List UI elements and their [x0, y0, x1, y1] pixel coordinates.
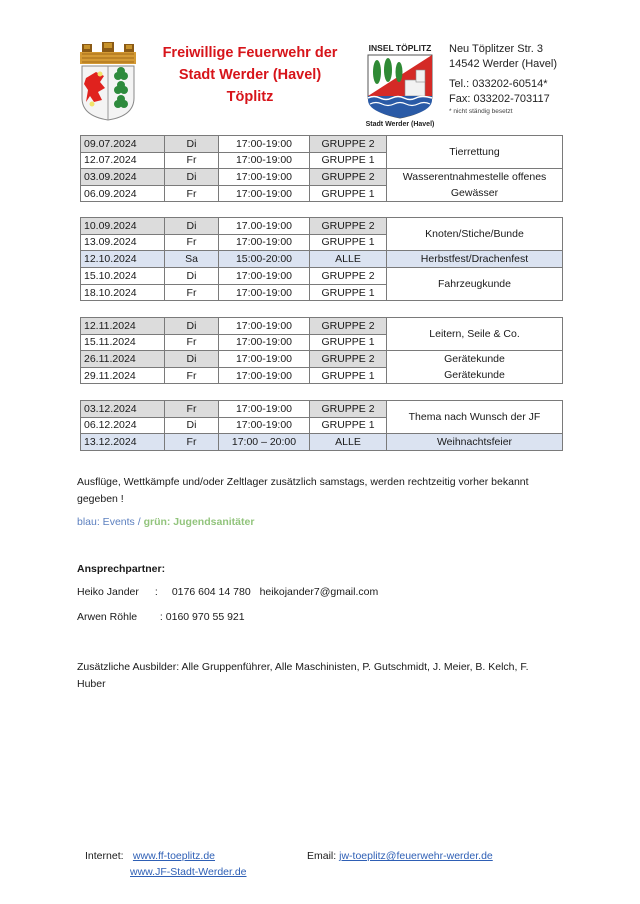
time-cell: 17:00-19:00 [219, 234, 310, 251]
date-cell: 26.11.2024 [81, 351, 165, 368]
contact-separator: : [154, 586, 158, 598]
address-street: Neu Töplitzer Str. 3 [449, 43, 543, 55]
trainers-line-2: Huber [77, 678, 106, 690]
address-fax: Fax: 033202-703117 [449, 93, 550, 105]
group-cell: ALLE [310, 434, 387, 451]
date-cell: 29.11.2024 [81, 367, 165, 384]
time-cell: 17:00-19:00 [219, 417, 310, 434]
additional-trainers [77, 659, 567, 693]
day-cell: Di [165, 318, 219, 335]
table-row [81, 401, 563, 418]
link-ff-toeplitz[interactable]: www.ff-toeplitz.de [132, 850, 216, 862]
svg-text:INSEL TÖPLITZ: INSEL TÖPLITZ [368, 43, 432, 53]
link-jf-stadt-werder[interactable]: www.JF-Stadt-Werder.de [130, 866, 247, 878]
day-cell: Di [165, 417, 219, 434]
group-cell: GRUPPE 2 [310, 169, 387, 186]
table-row [81, 351, 563, 368]
topic-cell: Gerätekunde [387, 367, 563, 384]
page-title [150, 42, 350, 108]
info-line-2: gegeben ! [77, 493, 124, 505]
day-cell: Di [165, 136, 219, 153]
contact-name: Arwen Röhle [77, 611, 138, 623]
contact-heiko-jander [77, 586, 378, 598]
time-cell: 17:00-19:00 [219, 136, 310, 153]
day-cell: Di [165, 169, 219, 186]
day-cell: Di [165, 351, 219, 368]
info-text [77, 474, 567, 508]
svg-text:Stadt Werder (Havel): Stadt Werder (Havel) [365, 121, 435, 128]
date-cell: 12.11.2024 [81, 318, 165, 335]
topic-cell: Gerätekunde [387, 351, 563, 368]
title-line-1: Freiwillige Feuerwehr der [162, 45, 338, 61]
date-cell: 13.09.2024 [81, 234, 165, 251]
trainers-line-1: Zusätzliche Ausbilder: Alle Gruppenführer, Alle Maschinisten, P. Gutschmidt, J. Meier, B. Kelch, F. [77, 661, 529, 673]
contacts-heading: Ansprechpartner: [77, 563, 166, 575]
group-cell: GRUPPE 2 [310, 401, 387, 418]
time-cell: 15:00-20:00 [219, 251, 310, 268]
date-cell: 09.07.2024 [81, 136, 165, 153]
date-cell: 15.10.2024 [81, 268, 165, 285]
day-cell: Fr [165, 284, 219, 301]
table-row [81, 268, 563, 285]
table-row [81, 318, 563, 335]
contact-phone: 0160 970 55 921 [165, 611, 245, 623]
day-cell: Fr [165, 401, 219, 418]
day-cell: Fr [165, 434, 219, 451]
time-cell: 17:00-19:00 [219, 284, 310, 301]
table-row [81, 169, 563, 186]
date-cell: 12.10.2024 [81, 251, 165, 268]
group-cell: ALLE [310, 251, 387, 268]
legend-sanitaeter: grün: Jugendsanitäter [143, 516, 255, 528]
footer-email [307, 848, 493, 864]
date-cell: 03.12.2024 [81, 401, 165, 418]
time-cell: 17:00-19:00 [219, 318, 310, 335]
day-cell: Fr [165, 234, 219, 251]
time-cell: 17:00 – 20:00 [219, 434, 310, 451]
address-block [449, 42, 557, 117]
group-cell: GRUPPE 1 [310, 334, 387, 351]
time-cell: 17:00-19:00 [219, 169, 310, 186]
table-row-event [81, 434, 563, 451]
contact-separator: : [159, 611, 163, 623]
address-tel: Tel.: 033202-60514* [449, 78, 548, 90]
group-cell: GRUPPE 1 [310, 185, 387, 202]
contact-email[interactable]: heikojander7@gmail.com [259, 586, 379, 598]
group-cell: GRUPPE 1 [310, 152, 387, 169]
internet-label: Internet: [85, 850, 124, 862]
coat-of-arms-insel-toeplitz-icon [360, 42, 440, 128]
date-cell: 18.10.2024 [81, 284, 165, 301]
table-row [81, 367, 563, 384]
time-cell: 17.00-19:00 [219, 218, 310, 235]
day-cell: Fr [165, 334, 219, 351]
contact-name: Heiko Jander [77, 586, 139, 598]
contact-arwen-roehle [77, 611, 245, 623]
address-city: 14542 Werder (Havel) [449, 58, 558, 70]
group-cell: GRUPPE 2 [310, 268, 387, 285]
topic-cell: Tierrettung [387, 136, 563, 169]
topic-cell: Leitern, Seile & Co. [387, 318, 563, 351]
schedule-table-july-sept [80, 135, 563, 202]
group-cell: GRUPPE 1 [310, 367, 387, 384]
group-cell: GRUPPE 1 [310, 417, 387, 434]
group-cell: GRUPPE 2 [310, 318, 387, 335]
legend-separator: / [134, 516, 144, 528]
legend-events: blau: Events [77, 516, 135, 528]
address-note: * nicht ständig besetzt [449, 108, 513, 115]
info-line-1: Ausflüge, Wettkämpfe und/oder Zeltlager zusätzlich samstags, werden rechtzeitig vorher bekannt [77, 476, 529, 488]
day-cell: Di [165, 218, 219, 235]
schedule-table-november [80, 317, 563, 384]
table-row [81, 218, 563, 235]
schedule-table-sept-oct [80, 217, 563, 301]
topic-cell: Wasserentnahmestelle offenes Gewässer [387, 169, 563, 202]
date-cell: 06.12.2024 [81, 417, 165, 434]
day-cell: Fr [165, 367, 219, 384]
group-cell: GRUPPE 2 [310, 218, 387, 235]
time-cell: 17:00-19:00 [219, 185, 310, 202]
group-cell: GRUPPE 1 [310, 234, 387, 251]
group-cell: GRUPPE 1 [310, 284, 387, 301]
time-cell: 17:00-19:00 [219, 351, 310, 368]
topic-cell: Herbstfest/Drachenfest [387, 251, 563, 268]
day-cell: Sa [165, 251, 219, 268]
time-cell: 17:00-19:00 [219, 334, 310, 351]
time-cell: 17:00-19:00 [219, 401, 310, 418]
footer-internet [85, 848, 247, 880]
day-cell: Di [165, 268, 219, 285]
date-cell: 13.12.2024 [81, 434, 165, 451]
date-cell: 10.09.2024 [81, 218, 165, 235]
topic-cell: Thema nach Wunsch der JF [387, 401, 563, 434]
group-cell: GRUPPE 2 [310, 351, 387, 368]
schedule-table-december [80, 400, 563, 451]
day-cell: Fr [165, 152, 219, 169]
contact-phone: 0176 604 14 780 [171, 586, 251, 598]
title-line-3: Töplitz [226, 89, 274, 105]
date-cell: 06.09.2024 [81, 185, 165, 202]
time-cell: 17:00-19:00 [219, 152, 310, 169]
date-cell: 03.09.2024 [81, 169, 165, 186]
link-email[interactable]: jw-toeplitz@feuerwehr-werder.de [339, 850, 493, 862]
table-row-event [81, 251, 563, 268]
email-label: Email: [307, 850, 337, 862]
color-legend [77, 514, 254, 531]
time-cell: 17:00-19:00 [219, 268, 310, 285]
topic-cell: Knoten/Stiche/Bunde [387, 218, 563, 251]
topic-cell: Weihnachtsfeier [387, 434, 563, 451]
group-cell: GRUPPE 2 [310, 136, 387, 153]
time-cell: 17:00-19:00 [219, 367, 310, 384]
title-line-2: Stadt Werder (Havel) [178, 67, 322, 83]
date-cell: 12.07.2024 [81, 152, 165, 169]
table-row [81, 136, 563, 153]
topic-cell: Fahrzeugkunde [387, 268, 563, 301]
coat-of-arms-werder-icon [78, 42, 138, 122]
day-cell: Fr [165, 185, 219, 202]
date-cell: 15.11.2024 [81, 334, 165, 351]
